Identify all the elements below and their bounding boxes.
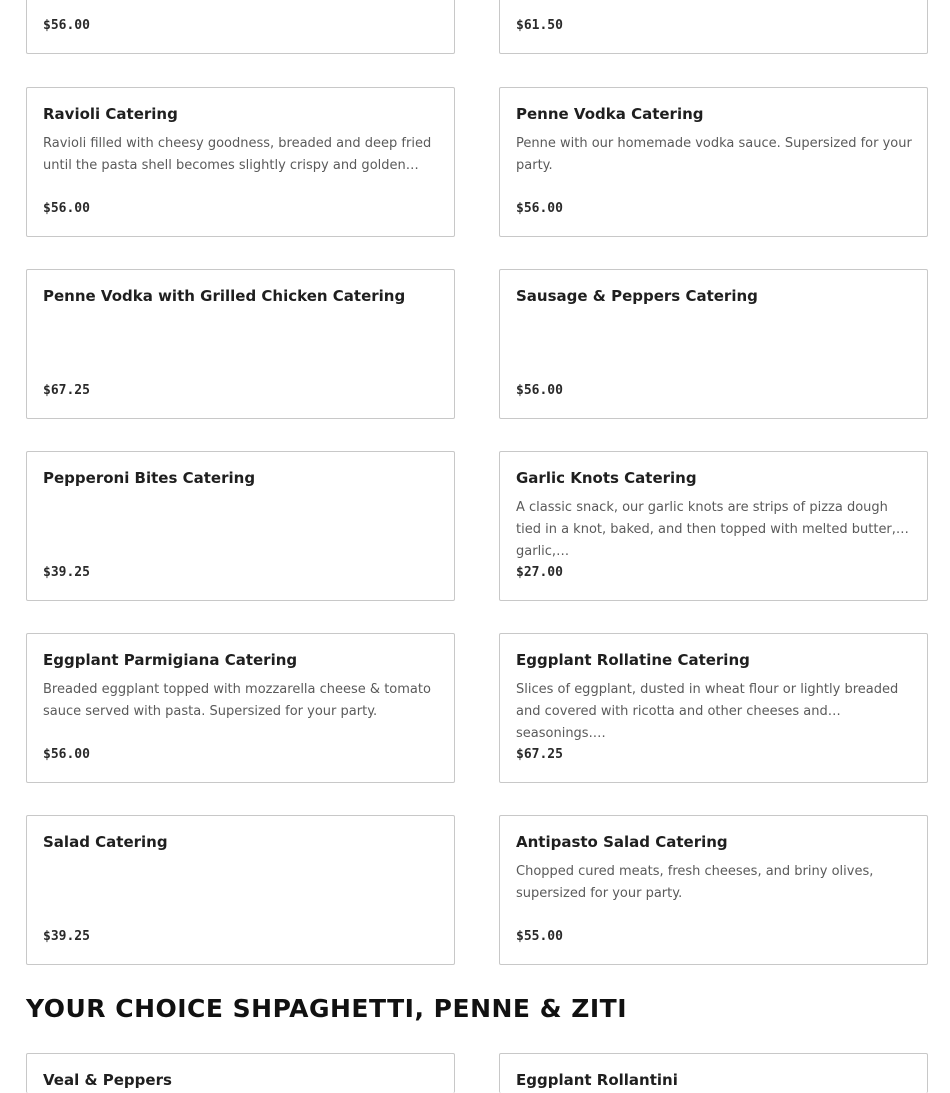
- item-name: Penne Vodka with Grilled Chicken Catering: [43, 287, 406, 305]
- item-name: Ravioli Catering: [43, 105, 178, 123]
- menu-item-card[interactable]: [499, 815, 928, 965]
- item-price: $56.00: [43, 18, 90, 33]
- item-price: $61.50: [516, 18, 563, 33]
- item-name: Eggplant Parmigiana Catering: [43, 651, 298, 669]
- item-description: Breaded eggplant topped with mozzarella cheese & tomato sauce served with pasta. Supersized for your party.: [43, 682, 431, 719]
- item-price: $67.25: [43, 383, 90, 398]
- menu-item-card[interactable]: [26, 451, 455, 601]
- item-description: Chopped cured meats, fresh cheeses, and briny olives, supersized for your party.: [516, 864, 874, 901]
- item-name: Sausage & Peppers Catering: [516, 287, 758, 305]
- item-description: Ravioli filled with cheesy goodness, breaded and deep fried until the pasta shell becomes slightly crispy and golden…: [43, 136, 432, 173]
- item-description: A classic snack, our garlic knots are strips of pizza dough tied in a knot, baked, and then topped with melted butter, garlic,…: [516, 500, 896, 559]
- menu-item-card[interactable]: [26, 815, 455, 965]
- menu-item-card[interactable]: [499, 87, 928, 237]
- menu-item-card[interactable]: [26, 87, 455, 237]
- item-name: Veal & Peppers: [43, 1071, 172, 1089]
- item-price: $55.00: [516, 929, 563, 944]
- item-price: $56.00: [43, 201, 90, 216]
- menu-item-card[interactable]: [499, 269, 928, 419]
- menu-item-card[interactable]: [499, 451, 928, 601]
- item-name: Garlic Knots Catering: [516, 469, 697, 487]
- item-name: Penne Vodka Catering: [516, 105, 704, 123]
- item-name: Antipasto Salad Catering: [516, 833, 728, 851]
- menu-item-card[interactable]: [499, 0, 928, 54]
- item-name: Pepperoni Bites Catering: [43, 469, 256, 487]
- menu-item-card[interactable]: [26, 633, 455, 783]
- item-name: Eggplant Rollatine Catering: [516, 651, 750, 669]
- section-heading: YOUR CHOICE SHPAGHETTI, PENNE & ZITI: [26, 994, 627, 1023]
- item-name: Salad Catering: [43, 833, 168, 851]
- item-price: $56.00: [516, 201, 563, 216]
- menu-item-card[interactable]: [26, 1053, 455, 1093]
- item-description: Slices of eggplant, dusted in wheat flour or lightly breaded and covered with ricotta and other cheeses and seasonings.…: [516, 682, 899, 741]
- menu-item-card[interactable]: [26, 269, 455, 419]
- item-price: $39.25: [43, 565, 90, 580]
- item-price: $67.25: [516, 747, 563, 762]
- menu-item-card[interactable]: [499, 1053, 928, 1093]
- item-price: $56.00: [516, 383, 563, 398]
- item-price: $27.00: [516, 565, 563, 580]
- menu-item-card[interactable]: [26, 0, 455, 54]
- item-price: $56.00: [43, 747, 90, 762]
- item-price: $39.25: [43, 929, 90, 944]
- item-description: Penne with our homemade vodka sauce. Supersized for your party.: [516, 136, 912, 173]
- item-name: Eggplant Rollantini: [516, 1071, 678, 1089]
- menu-item-card[interactable]: [499, 633, 928, 783]
